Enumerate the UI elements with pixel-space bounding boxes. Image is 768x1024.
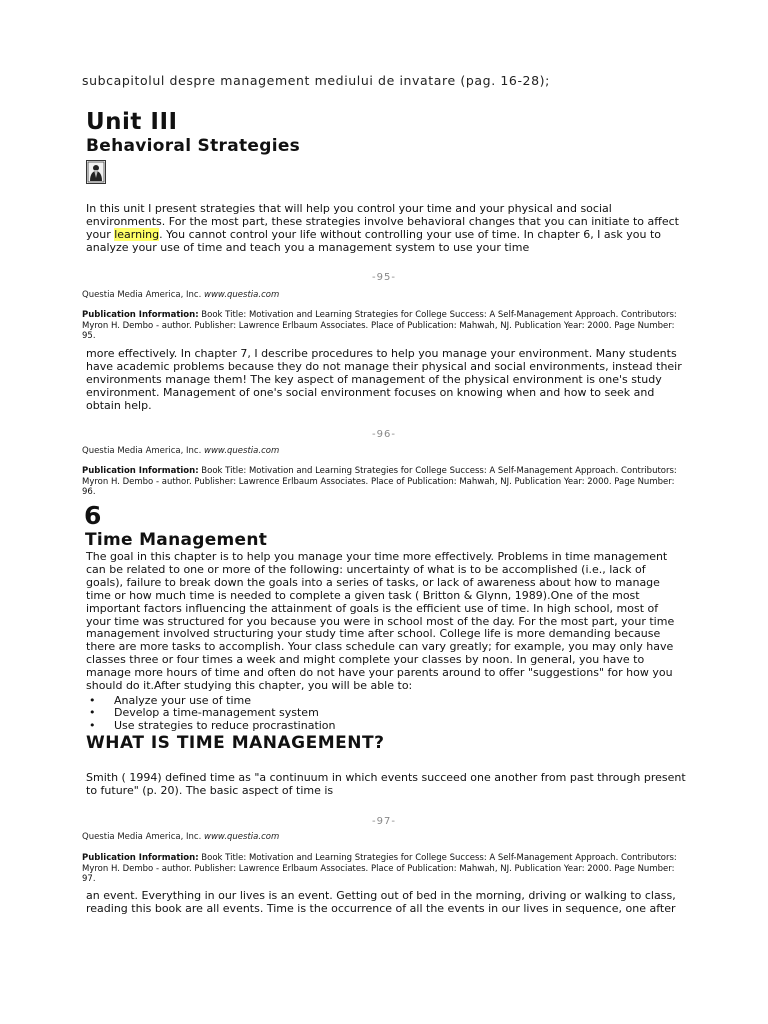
portrait-figure-icon	[87, 161, 105, 183]
bullet: •	[89, 706, 96, 720]
objective-text: Use strategies to reduce procrastination	[114, 718, 336, 732]
highlighted-link-learning[interactable]: learning	[114, 228, 160, 241]
page-marker: -96-	[372, 429, 396, 440]
paragraph-events: an event. Everything in our lives is an event. Getting out of bed in the morning, driving or walking to class, reading this book are all events. Time is the occurrence of all the events in our lives in sequence, one after	[86, 889, 676, 915]
source-credit	[82, 832, 279, 842]
unit-subtitle: Behavioral Strategies	[86, 136, 301, 156]
pub-text: Book Title: Motivation and Learning Strategies for College Success: A Self-Management Approach. Contributors: Myron H. Dembo - author. Publisher: Lawrence Erlbaum Associates. Place of Publication: Mahwah, NJ. Publication Year: 2000. Page Number: 96.	[82, 466, 677, 497]
objective-text: Analyze your use of time	[114, 694, 251, 707]
pub-label: Publication Information:	[82, 466, 199, 476]
objectives-list	[86, 695, 336, 732]
page-marker: -95-	[372, 272, 396, 283]
list-item	[86, 720, 336, 732]
unit-title: Unit III	[86, 109, 178, 135]
objective-text: Develop a time-management system	[114, 706, 319, 720]
publication-info	[82, 310, 682, 342]
publication-info	[82, 853, 682, 885]
credit-site-link[interactable]: www.questia.com	[204, 290, 280, 300]
chapter-intro-paragraph: The goal in this chapter is to help you manage your time more effectively. Problems in time management can be related to one or more of the following: uncertainty of what is to be accomplished (i.e., lack of goals), failure to break down the goals into a series of tasks, or lack of awareness about how to manage time or how much time is needed to complete a given task ( Britton & Glynn, 1989).One of the most important factors influencing the attainment of goals is the efficient use of time. In high school, most of your time was structured for you because you were in school most of the day. For the most part, your time management involved structuring your study time after school. College life is more demanding because there are more tasks to accomplish. Your class schedule can vary greatly; for example, you may only have classes three or four times a week and might complete your classes by noon. In general, you have to manage more hours of time and often do not have your parents around to offer "suggestions" for how you should do it.After studying this chapter, you will be able to:	[86, 550, 675, 693]
unit-intro-text: In this unit I present strategies that will help you control your time and your physical and social environments. For the most part, these strategies involve behavioral changes that you can initiate to affect your	[86, 202, 679, 241]
bullet: •	[89, 718, 96, 732]
intro-note: subcapitolul despre management mediului de invatare (pag. 16-28);	[82, 73, 550, 88]
credit-site-link[interactable]: www.questia.com	[204, 832, 280, 842]
credit-text: Questia Media America, Inc.	[82, 446, 205, 456]
section-heading: WHAT IS TIME MANAGEMENT?	[86, 733, 385, 753]
source-credit	[82, 446, 279, 456]
unit-intro-paragraph	[86, 202, 686, 254]
pub-text: Book Title: Motivation and Learning Strategies for College Success: A Self-Management Approach. Contributors: Myron H. Dembo - author. Publisher: Lawrence Erlbaum Associates. Place of Publication: Mahwah, NJ. Publication Year: 2000. Page Number: 97.	[82, 853, 677, 884]
unit-intro-text-cont: . You cannot control your life without controlling your use of time. In chapter 6, I ask you to analyze your use of time and teach you a management system to use your time	[86, 228, 662, 254]
chapter-title: Time Management	[85, 530, 268, 550]
pub-label: Publication Information:	[82, 853, 199, 863]
credit-text: Questia Media America, Inc.	[82, 832, 205, 842]
figure-thumbnail-icon	[86, 160, 106, 184]
paragraph-environment: more effectively. In chapter 7, I describe procedures to help you manage your environment. Many students have academic problems because they do not manage their physical and social environments, instead their environments manage them! The key aspect of management of the physical environment is one's study environment. Management of one's social environment focuses on knowing when and how to seek and obtain help.	[86, 347, 682, 412]
publication-info	[82, 466, 682, 498]
bullet: •	[89, 694, 96, 707]
pub-text: Book Title: Motivation and Learning Strategies for College Success: A Self-Management Approach. Contributors: Myron H. Dembo - author. Publisher: Lawrence Erlbaum Associates. Place of Publication: Mahwah, NJ. Publication Year: 2000. Page Number: 95.	[82, 310, 677, 341]
section-paragraph: Smith ( 1994) defined time as "a continuum in which events succeed one another from past through present to future" (p. 20). The basic aspect of time is	[86, 771, 686, 797]
credit-site-link[interactable]: www.questia.com	[204, 446, 280, 456]
page-marker: -97-	[372, 816, 396, 827]
credit-text: Questia Media America, Inc.	[82, 290, 205, 300]
chapter-number: 6	[84, 501, 102, 530]
source-credit	[82, 290, 279, 300]
pub-label: Publication Information:	[82, 310, 199, 320]
